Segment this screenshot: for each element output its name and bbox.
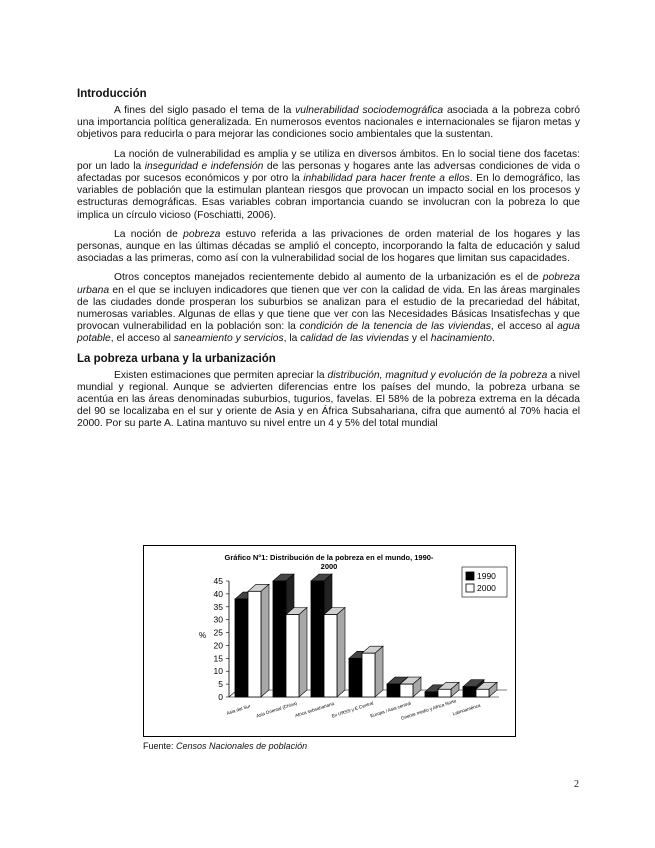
text-run: a nivel mundial y regional. Aunque se advierten diferencias entre los países del mundo, la pobreza urbana se acentúa en las áreas denominadas suburbios, tugurios, favelas. El 58% de la pobreza extrema en la década del 90 se localizaba en el sur y oriente de Asia y en África Subsahariana, cifra que aumentó al 70% hacia el 2000. Por su parte A. Latina mantuvo su nivel entre un 4 y 5% del total mundial (77, 369, 580, 430)
text-run: vulnerabilidad sociodemográfica (295, 105, 444, 116)
text-run: , el acceso al (490, 321, 558, 333)
legend-swatch-1990 (466, 572, 474, 580)
bar-2000-0 (248, 584, 269, 697)
text-run: pobreza urbana (77, 272, 580, 296)
section-heading-urban-poverty: La pobreza urbana y la urbanización (77, 352, 276, 365)
text-run: inhabilidad para hacer frente a ellos (303, 173, 470, 185)
y-tick-label: 25 (213, 627, 223, 638)
legend-label-2000: 2000 (477, 583, 496, 593)
text-run: estuvo referida a las privaciones de orden material de los hogares y las personas, aunque en las últimas décadas se amplió el concepto, incorporando la falta de educación y salud asociadas a las primeras, como así con la vulnerabilidad social de los hogares que limitan sus capacidades. (77, 228, 580, 265)
source-text: Censos Nacionales de población (176, 741, 308, 751)
category-label: Europa / Asia central (369, 700, 412, 719)
text-run: agua potable (77, 321, 580, 345)
text-run: y el (409, 333, 431, 345)
text-run: distribución, magnitud y evolución de la pobreza (327, 369, 548, 381)
legend-label-1990: 1990 (477, 571, 496, 581)
text-run: pobreza (183, 228, 221, 240)
legend-swatch-2000 (466, 584, 474, 592)
y-tick-label: 40 (213, 588, 223, 599)
text-run: condición de la tenencia de las viviendas (299, 321, 491, 333)
text-run: saneamiento y servicios (173, 333, 284, 345)
y-tick-label: 20 (213, 640, 223, 651)
poverty-chart (144, 546, 515, 736)
text-run: , el acceso al (110, 333, 174, 345)
text-run: de las personas y hogares ante las adversas condiciones de vida o afectadas por sucesos económicos y por otro la (77, 160, 580, 185)
category-label: Asia Oriental (China) (255, 700, 298, 719)
intro-paragraph-4 (77, 272, 580, 345)
category-label: Africa subsahariana (294, 700, 335, 719)
category-label: Oriente medio y Africa Norte (400, 698, 457, 721)
chart-ylabel: % (199, 631, 207, 640)
category-label: Ex URSS y E.Central (331, 700, 374, 719)
y-tick-label: 5 (218, 679, 223, 690)
chart-title-line2: 2000 (320, 562, 338, 571)
text-run: en el que se incluyen indicadores que tienen que ver con la calidad de vida. En las áreas marginales de las ciudades donde prosperan los suburbios se analizan para el estudio de la precariedad del hábitat, numerosas variables. Algunas de ellas y que tiene que ver con las Necesidades Básicas Insatisfechas y que provocan vulnerabilidad en la población son: la (77, 284, 580, 333)
text-run: inseguridad e indefensión (144, 160, 264, 172)
category-label: Latinoamérica (452, 702, 482, 717)
intro-heading: Introducción (77, 88, 147, 100)
y-tick-label: 0 (218, 692, 223, 702)
category-label: Asia del Sur (225, 703, 252, 716)
text-run: A fines del siglo pasado el tema de la (114, 105, 296, 116)
bar-2000-3 (362, 646, 383, 697)
y-tick-label: 15 (213, 653, 223, 664)
text-run: , la (283, 333, 301, 345)
text-run: calidad de las viviendas (300, 333, 410, 345)
text-run: Otros conceptos manejados recientemente debido al aumento de la urbanización es el de (114, 272, 543, 284)
y-tick-label: 10 (213, 666, 223, 677)
page-number: 2 (574, 779, 579, 790)
document-body (77, 88, 580, 438)
text-run: hacinamiento (430, 333, 493, 345)
bar-2000-1 (286, 608, 307, 697)
source-prefix: Fuente: (143, 741, 177, 751)
bar-2000-2 (324, 608, 345, 697)
text-run: La noción de (114, 228, 184, 240)
bar-2000-5 (438, 682, 459, 697)
intro-paragraph-2 (77, 149, 580, 222)
text-run: . En lo demográfico, las variables de población que la estimulan plantean riesgos que provocan un impacto social en los procesos y estructuras demográficas. Esas variables cobran importancia cuando se involucran con la pobreza lo que implica un círculo vicioso (Foschiatti, 2006). (77, 173, 580, 221)
poverty-chart-frame (143, 545, 516, 737)
y-tick-label: 30 (213, 614, 223, 625)
text-run: Existen estimaciones que permiten apreciar la (114, 369, 328, 381)
y-tick-label: 45 (213, 576, 223, 586)
intro-paragraph-3 (77, 229, 580, 266)
text-run: asociada a la pobreza cobró una importancia política generalizada. En numerosos eventos nacionales e internacionales se fijaron metas y objetivos para reducirla o para mejorar las condiciones socio ambientales que la sustentan. (77, 105, 580, 141)
chart-source (143, 741, 307, 751)
text-run: . (492, 333, 495, 345)
y-tick-label: 35 (213, 601, 223, 612)
text-run: La noción de vulnerabilidad es amplia y se utiliza en diversos ámbitos. En lo social tiene dos facetas: por un lado la (77, 148, 580, 172)
chart-title-line1: Gráfico N°1: Distribución de la pobreza en el mundo, 1990- (224, 553, 434, 562)
intro-paragraph-1 (77, 105, 580, 142)
chart-legend (462, 567, 507, 597)
urban-poverty-paragraph (77, 370, 580, 431)
